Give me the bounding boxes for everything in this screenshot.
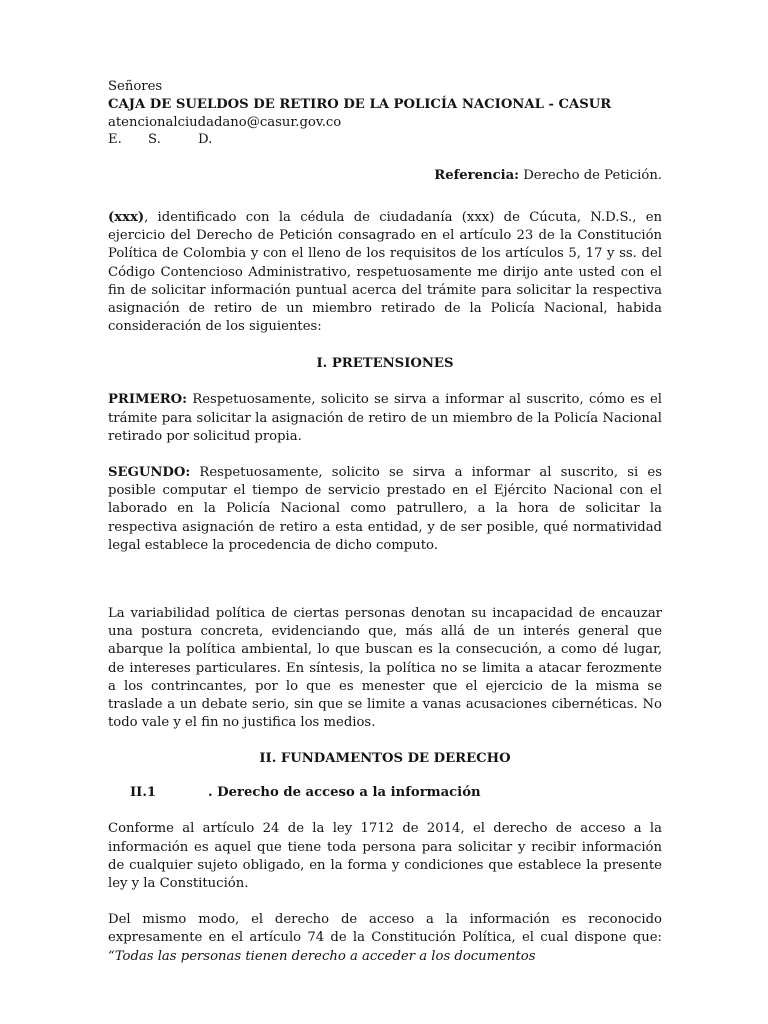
- esd-d: D.: [198, 132, 213, 148]
- claim-second: [108, 464, 662, 555]
- reference-line: [108, 167, 662, 185]
- intro-text: , identificado con la cédula de ciudadanía (xxx) de Cúcuta, N.D.S., en ejercicio del Derecho de Petición consagrado en el artículo 23 de la Constitución Política de Colombia y con el lleno de los requisitos de los artículos 5, 17 y ss. del Código Contencioso Administrativo, respetuosamente me dirijo ante usted con el fin de solicitar información puntual acerca del trámite para solicitar la respectiva asignación de retiro de un miembro retirado de la Policía Nacional, habida consideración de los siguientes:: [108, 209, 662, 335]
- petition-document: [108, 78, 662, 966]
- politics-paragraph: La variabilidad política de ciertas personas denotan su incapacidad de encauzar una postura concreta, evidenciando que, más allá de un interés general que abarque la política ambiental, lo que buscan es la consecución, a como dé lugar, de intereses particulares. En síntesis, la política no se limita a atacar ferozmente a los contrincantes, por lo que es menester que el ejercicio de la misma se traslade a un debate serio, sin que se limite a vanas acusaciones cibernéticas. No todo vale y el fin no justifica los medios.: [108, 606, 662, 731]
- recipient-email: atencionalciudadano@casur.gov.co: [108, 114, 342, 130]
- subsection-number: II.1: [130, 785, 157, 801]
- salutation: Señores: [108, 79, 163, 94]
- esd-line: [108, 131, 662, 149]
- esd-s: S.: [148, 132, 161, 148]
- claim-second-label: SEGUNDO:: [108, 465, 191, 481]
- reference-text: Derecho de Petición.: [523, 168, 662, 184]
- claim-second-text: Respetuosamente, solicito se sirva a informar al suscrito, si es posible computar el tiempo de servicio prestado en el Ejército Nacional con el laborado en la Policía Nacional como patrullero, a la hora de solicitar la respectiva asignación de retiro a esta entidad, y de ser posible, qué normatividad legal establece la procedencia de dicho computo.: [108, 465, 662, 553]
- intro-paragraph: [108, 209, 662, 336]
- claim-first: [108, 391, 662, 446]
- section-1-title: I. PRETENSIONES: [316, 356, 454, 372]
- claim-first-text: Respetuosamente, solicito se sirva a informar al suscrito, cómo es el trámite para solicitar la asignación de retiro de un miembro de la Policía Nacional retirado por solicitud propia.: [108, 392, 662, 444]
- petitioner-name: (xxx): [108, 209, 145, 225]
- constitution-text: Del mismo modo, el derecho de acceso a la información es reconocido expresamente en el artículo 74 de la Constitución Política, el cual dispone que:: [108, 912, 662, 946]
- claim-first-label: PRIMERO:: [108, 392, 188, 408]
- constitution-paragraph: [108, 911, 662, 966]
- recipient-entity: CAJA DE SUELDOS DE RETIRO DE LA POLICÍA NACIONAL - CASUR: [108, 96, 612, 112]
- esd-e: E.: [108, 132, 122, 148]
- section-2-title: II. FUNDAMENTOS DE DERECHO: [259, 751, 511, 767]
- subsection-title: . Derecho de acceso a la información: [208, 785, 481, 801]
- law-paragraph: Conforme al artículo 24 de la ley 1712 de 2014, el derecho de acceso a la información es aquel que tiene toda persona para solicitar y recibir información de cualquier sujeto obligado, en la forma y condiciones que establece la presente ley y la Constitución.: [108, 821, 662, 892]
- reference-label: Referencia:: [434, 168, 520, 184]
- constitution-quote: “Todas las personas tienen derecho a acceder a los documentos: [108, 948, 536, 964]
- subsection-heading: [108, 784, 662, 802]
